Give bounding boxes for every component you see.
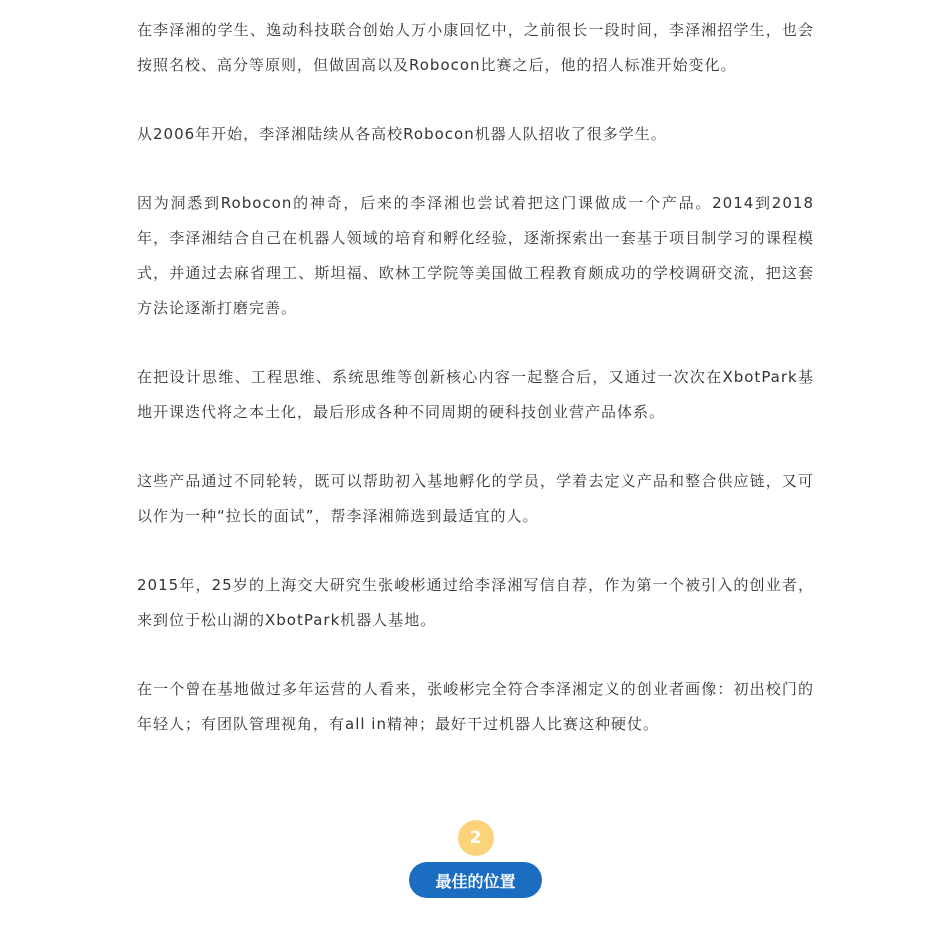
paragraph: 从2006年开始，李泽湘陆续从各高校Robocon机器人队招收了很多学生。	[137, 125, 667, 143]
paragraph: 2015年，25岁的上海交大研究生张峻彬通过给李泽湘写信自荐，作为第一个被引入的创业者，来到位于松山湖的XbotPark机器人基地。	[137, 576, 814, 629]
section-number-badge: 2	[458, 820, 494, 856]
paragraph: 在一个曾在基地做过多年运营的人看来，张峻彬完全符合李泽湘定义的创业者画像：初出校门的年轻人；有团队管理视角，有all in精神；最好干过机器人比赛这种硬仗。	[137, 680, 814, 733]
paragraph: 这些产品通过不同轮转，既可以帮助初入基地孵化的学员，学着去定义产品和整合供应链，又可以作为一种“拉长的面试”，帮李泽湘筛选到最适宜的人。	[137, 472, 814, 525]
section-title: 最佳的位置	[409, 862, 542, 898]
section-header	[0, 820, 951, 898]
paragraph: 在把设计思维、工程思维、系统思维等创新核心内容一起整合后，又通过一次次在XbotPark基地开课迭代将之本土化，最后形成各种不同周期的硬科技创业营产品体系。	[137, 368, 814, 421]
paragraph: 因为洞悉到Robocon的神奇，后来的李泽湘也尝试着把这门课做成一个产品。2014到2018年，李泽湘结合自己在机器人领域的培育和孵化经验，逐渐探索出一套基于项目制学习的课程模式，并通过去麻省理工、斯坦福、欧林工学院等美国做工程教育颇成功的学校调研交流，把这套方法论逐渐打磨完善。	[137, 194, 814, 317]
paragraph: 在李泽湘的学生、逸动科技联合创始人万小康回忆中，之前很长一段时间，李泽湘招学生，也会按照名校、高分等原则，但做固高以及Robocon比赛之后，他的招人标准开始变化。	[137, 21, 814, 74]
article-body	[137, 13, 814, 742]
